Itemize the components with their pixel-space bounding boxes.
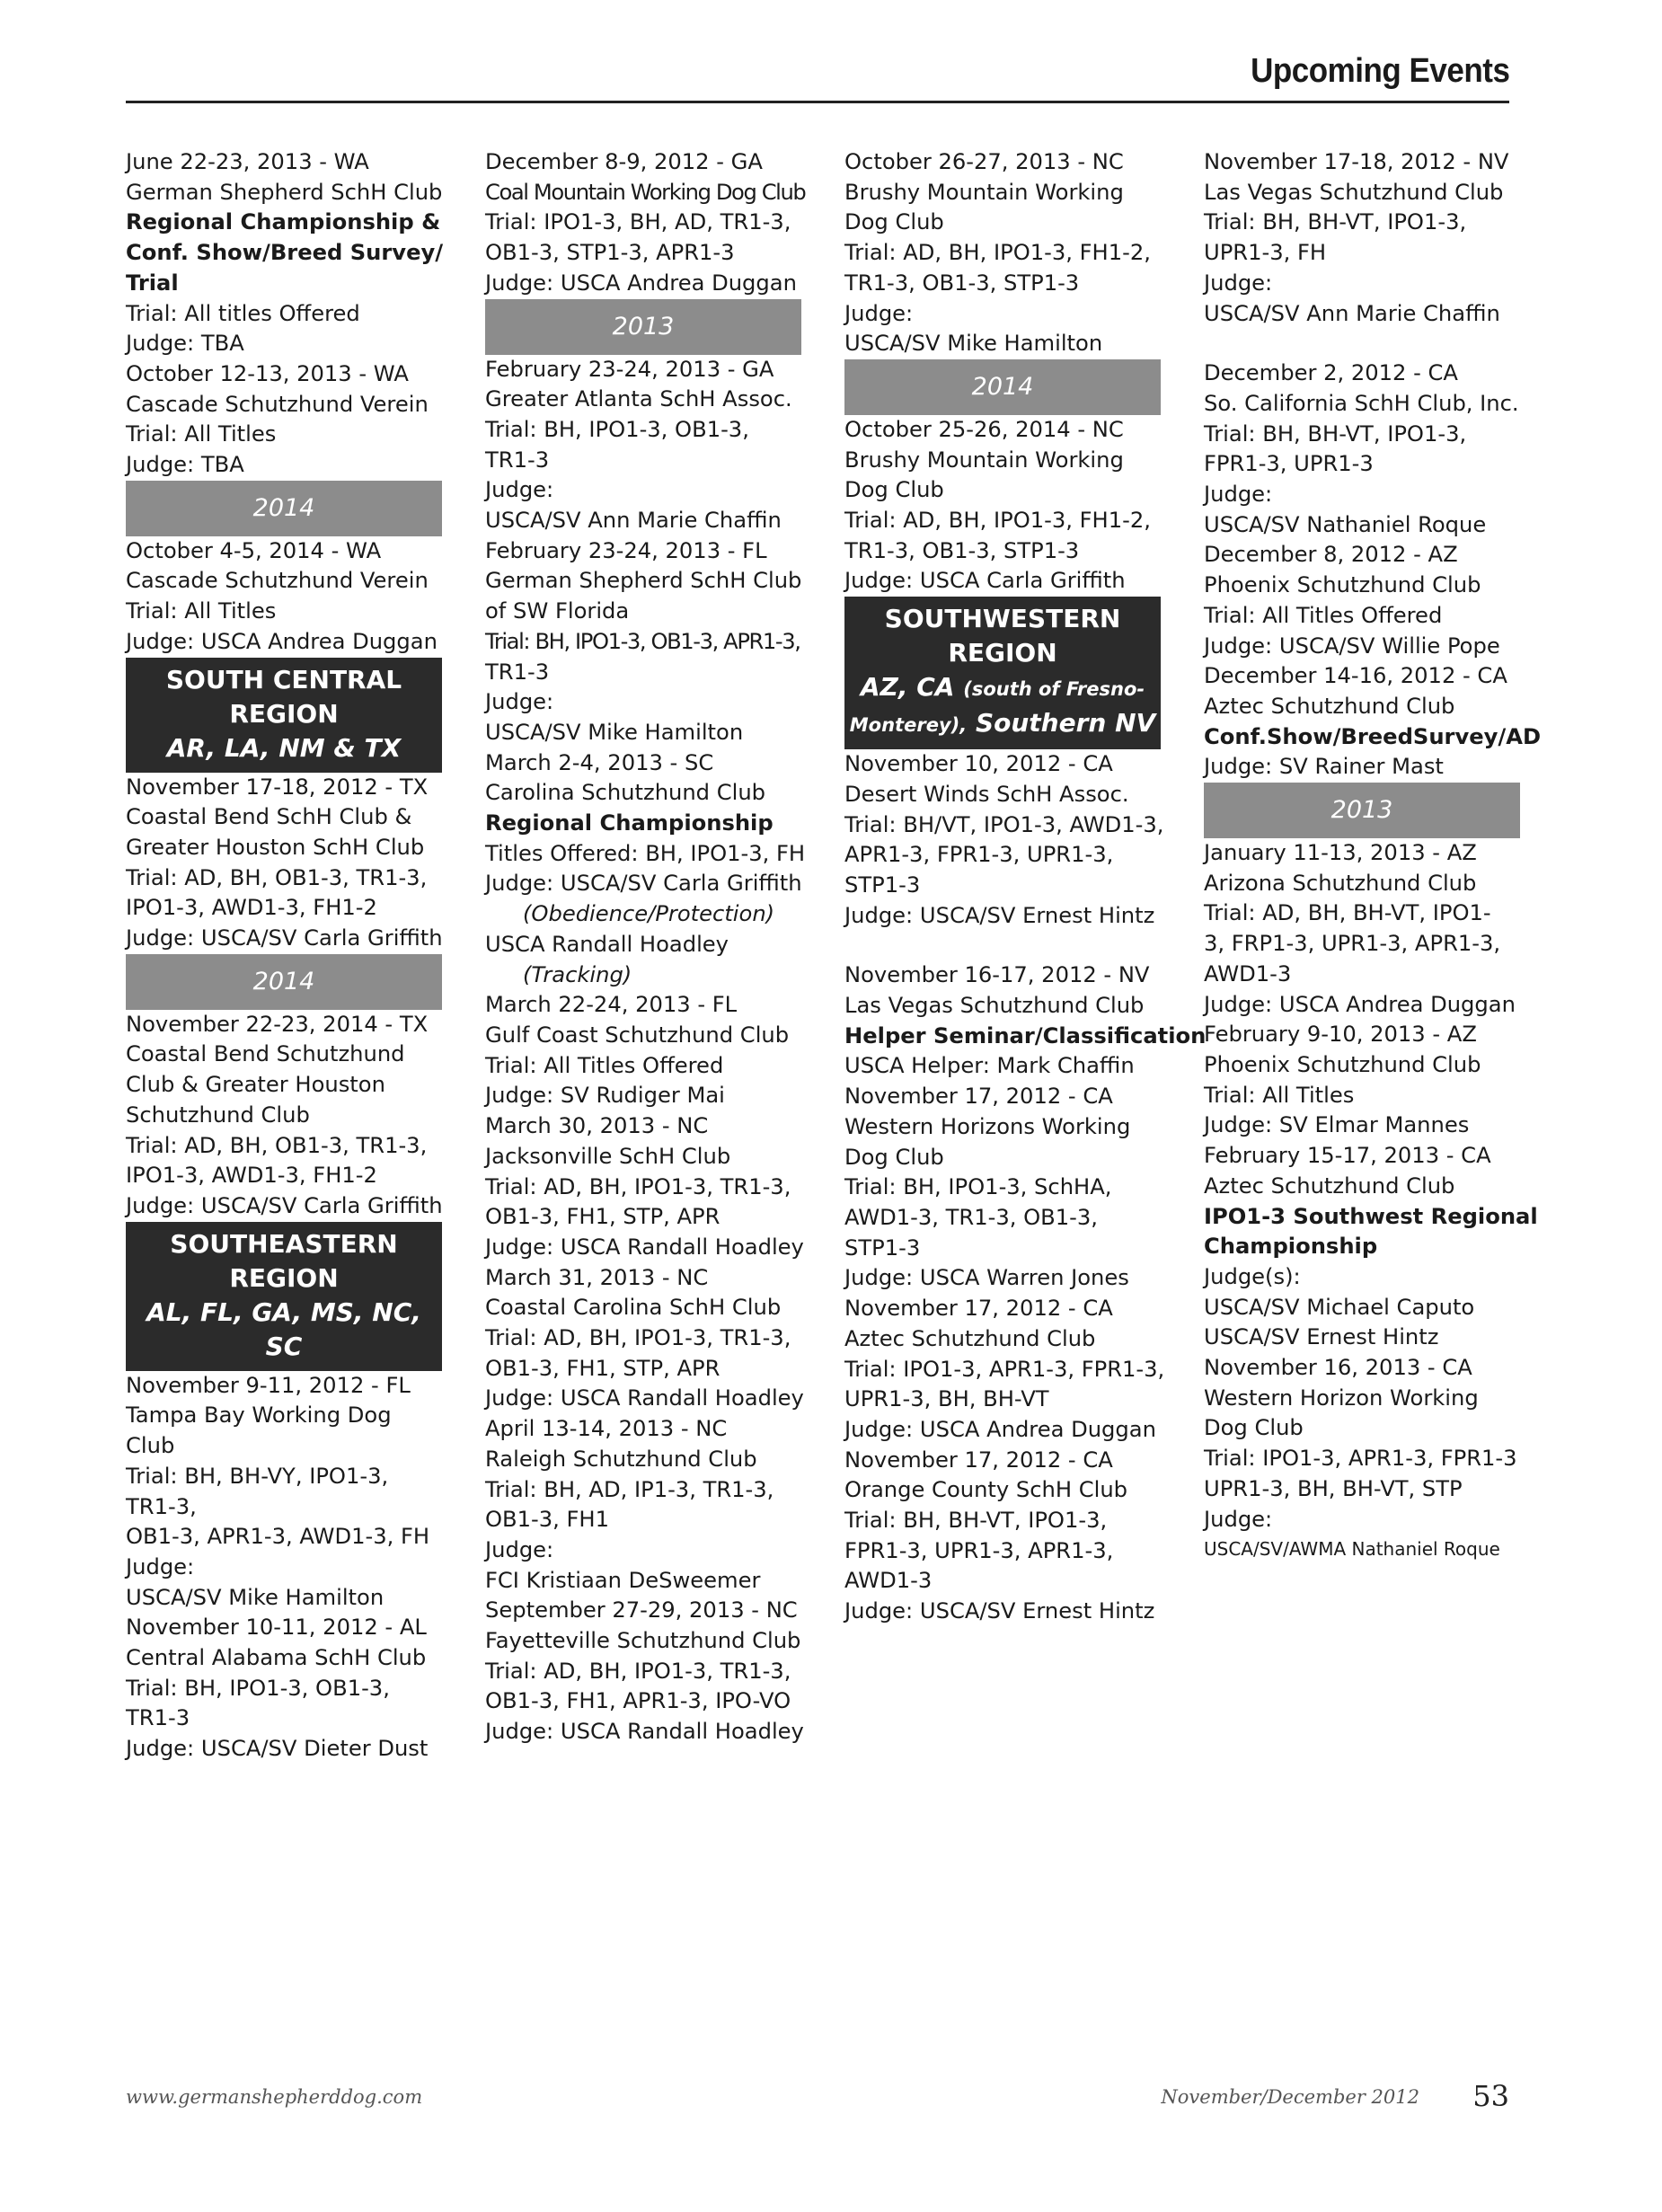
event-line: Titles Offered: BH, IPO1-3, FH	[485, 840, 806, 866]
event-line: (Tracking)	[523, 961, 632, 987]
event-line: USCA/SV Ann Marie Chaffin	[485, 508, 782, 534]
event-line: Regional Championship &	[126, 209, 441, 235]
page-title: Upcoming Events	[1250, 52, 1509, 90]
event-line: Greater Houston SchH Club	[126, 834, 425, 860]
region-states	[129, 731, 438, 765]
event-line: Judge: USCA Randall Hoadley	[485, 1234, 804, 1260]
event-line: USCA/SV Mike Hamilton	[126, 1584, 385, 1610]
region-name: SOUTHEASTERN	[170, 1228, 398, 1259]
event-line: Tampa Bay Working Dog	[126, 1402, 392, 1429]
event-line: IPO1-3, AWD1-3, FH1-2	[126, 895, 377, 921]
event-line: Cascade Schutzhund Verein	[126, 568, 429, 594]
event-line: Judge: USCA/SV Carla Griffith	[126, 925, 443, 951]
footer-url: www.germanshepherddog.com	[126, 2086, 423, 2108]
event-line: Carolina Schutzhund Club	[485, 780, 766, 806]
event-line: October 12-13, 2013 - WA	[126, 360, 409, 386]
region-states-note: Monterey),	[849, 714, 968, 737]
event-line: Trial: BH, BH-VY, IPO1-3,	[126, 1463, 389, 1489]
region-name: SOUTHWESTERN	[884, 604, 1121, 634]
event-listing	[1204, 1353, 1520, 1565]
event-line: November 9-11, 2012 - FL	[126, 1372, 411, 1398]
event-line: 3, FRP1-3, UPR1-3, APR1-3,	[1204, 931, 1501, 957]
region-states-main: AR, LA, NM & TX	[166, 732, 402, 763]
event-line: November 17, 2012 - CA	[844, 1447, 1113, 1473]
region-label: REGION	[948, 638, 1057, 668]
event-line: Trial: AD, BH, OB1-3, TR1-3,	[126, 864, 428, 890]
event-line: UPR1-3, FH	[1204, 240, 1327, 266]
event-line: of SW Florida	[485, 598, 630, 624]
event-line: Coastal Bend SchH Club &	[126, 804, 412, 830]
event-line: USCA Helper: Mark Chaffin	[844, 1053, 1135, 1079]
event-line: Judge: USCA Andrea Duggan	[126, 628, 438, 654]
event-line: Judge: USCA Andrea Duggan	[485, 270, 797, 296]
event-line: February 15-17, 2013 - CA	[1204, 1143, 1491, 1169]
event-line: Helper Seminar/Classification	[844, 1022, 1207, 1048]
event-line: Coastal Carolina SchH Club	[485, 1295, 782, 1321]
event-line: TR1-3	[485, 659, 550, 685]
event-line: Trial: AD, BH, IPO1-3, FH1-2,	[844, 508, 1151, 534]
event-line: So. California SchH Club, Inc.	[1204, 390, 1519, 416]
event-line: Desert Winds SchH Assoc.	[844, 781, 1129, 807]
event-listing	[485, 748, 806, 991]
region-label: REGION	[229, 1262, 339, 1293]
event-line: Trial: BH/VT, IPO1-3, AWD1-3,	[844, 811, 1164, 837]
event-line: Trial: BH, IPO1-3, OB1-3, APR1-3,	[485, 628, 800, 654]
event-line: Trial: AD, BH, IPO1-3, TR1-3,	[485, 1658, 791, 1684]
event-line: December 14-16, 2012 - CA	[1204, 663, 1507, 689]
event-line: Regional Championship	[485, 810, 774, 836]
event-line: Cascade Schutzhund Verein	[126, 391, 429, 417]
event-line: Coal Mountain Working Dog Club	[485, 179, 806, 205]
event-line: AWD1-3	[844, 1568, 933, 1594]
page-number: 53	[1472, 2079, 1509, 2113]
event-line: FPR1-3, UPR1-3, APR1-3,	[844, 1537, 1114, 1563]
event-listing	[844, 1082, 1161, 1294]
event-line: January 11-13, 2013 - AZ	[1204, 840, 1477, 866]
event-listing	[844, 1294, 1165, 1446]
event-line: September 27-29, 2013 - NC	[485, 1597, 798, 1624]
event-line: Schutzhund Club	[126, 1102, 310, 1128]
event-line: Brushy Mountain Working	[844, 179, 1124, 205]
event-line: Western Horizon Working	[1204, 1385, 1479, 1411]
event-line: Judge: SV Elmar Mannes	[1204, 1112, 1470, 1138]
event-line: Trial: IPO1-3, APR1-3, FPR1-3,	[844, 1356, 1165, 1382]
event-line: USCA Randall Hoadley	[485, 931, 729, 957]
events-column-3	[844, 147, 1207, 1627]
event-line: Trial: All Titles Offered	[485, 1052, 724, 1078]
spacer	[844, 931, 1161, 960]
event-line: March 22-24, 2013 - FL	[485, 992, 738, 1018]
event-line: March 2-4, 2013 - SC	[485, 749, 714, 775]
event-line: Trial: BH, AD, IP1-3, TR1-3,	[485, 1476, 774, 1502]
event-listing	[126, 147, 442, 359]
event-line: UPR1-3, BH, BH-VT	[844, 1386, 1049, 1412]
event-line: Championship	[1204, 1234, 1378, 1260]
event-listing	[844, 415, 1161, 597]
event-line: IPO1-3 Southwest Regional	[1204, 1203, 1538, 1229]
event-line: OB1-3, FH1, STP, APR	[485, 1204, 720, 1230]
event-line: AWD1-3, TR1-3, OB1-3,	[844, 1204, 1098, 1230]
event-line: November 16-17, 2012 - NV	[844, 962, 1150, 988]
event-line: Club	[126, 1433, 175, 1459]
event-listing	[126, 773, 442, 954]
event-line: February 23-24, 2013 - GA	[485, 356, 774, 382]
region-states-main: Southern NV	[967, 708, 1156, 739]
event-listing	[1204, 661, 1542, 783]
event-line: Trial: BH, BH-VT, IPO1-3,	[844, 1508, 1108, 1534]
event-listing	[485, 1414, 801, 1596]
event-line: November 10-11, 2012 - AL	[126, 1615, 427, 1641]
event-line: Gulf Coast Schutzhund Club	[485, 1022, 790, 1048]
event-line: Club & Greater Houston	[126, 1072, 385, 1098]
event-line: Judge: USCA Warren Jones	[844, 1265, 1129, 1291]
event-line: October 4-5, 2014 - WA	[126, 537, 382, 563]
region-states	[129, 1296, 438, 1364]
event-line: Conf. Show/Breed Survey/	[126, 240, 444, 266]
year-heading: 2014	[844, 359, 1161, 415]
events-column-1	[126, 147, 442, 1765]
event-line: Judge: USCA Randall Hoadley	[485, 1719, 804, 1745]
event-line: Judge: USCA Andrea Duggan	[844, 1416, 1156, 1442]
event-line: October 25-26, 2014 - NC	[844, 416, 1124, 442]
event-line: April 13-14, 2013 - NC	[485, 1416, 728, 1442]
event-line: Trial: BH, BH-VT, IPO1-3,	[1204, 420, 1467, 447]
event-line: OB1-3, FH1, APR1-3, IPO-VO	[485, 1688, 791, 1714]
event-line: Trial: BH, IPO1-3, OB1-3,	[126, 1675, 390, 1701]
event-line: November 17-18, 2012 - TX	[126, 774, 429, 800]
event-line: Judge:	[485, 477, 554, 503]
year-heading: 2014	[126, 481, 442, 536]
region-heading	[126, 658, 442, 773]
year-heading: 2013	[1204, 783, 1520, 838]
event-line: Judge: TBA	[126, 452, 244, 478]
event-line: Aztec Schutzhund Club	[1204, 1172, 1455, 1199]
region-states-cont	[848, 706, 1157, 742]
event-listing	[126, 536, 442, 658]
event-line: Judge: USCA/SV Ernest Hintz	[844, 902, 1155, 928]
event-line: OB1-3, FH1	[485, 1507, 610, 1533]
event-line: Judge: SV Rainer Mast	[1204, 754, 1444, 780]
event-line: AWD1-3	[1204, 960, 1292, 987]
region-states-main: AZ, CA	[860, 672, 955, 703]
event-line: March 31, 2013 - NC	[485, 1264, 709, 1290]
event-line: USCA/SV/AWMA Nathaniel Roque	[1204, 1538, 1500, 1561]
event-listing	[485, 147, 806, 299]
event-listing	[1204, 358, 1520, 540]
event-line: FCI Kristiaan DeSweemer	[485, 1567, 761, 1593]
event-line: Judge: TBA	[126, 331, 244, 357]
event-line: Judge: USCA/SV Carla Griffith	[485, 871, 802, 897]
event-line: Trial	[126, 270, 179, 296]
event-listing	[1204, 1141, 1538, 1353]
event-line: Orange County SchH Club	[844, 1477, 1128, 1503]
event-line: Dog Club	[844, 477, 944, 503]
event-listing	[485, 536, 801, 748]
region-name: SOUTH CENTRAL	[165, 664, 402, 695]
event-line: Conf.Show/BreedSurvey/AD	[1204, 723, 1542, 749]
event-line: Las Vegas Schutzhund Club	[1204, 179, 1504, 205]
event-line: USCA/SV Mike Hamilton	[485, 719, 744, 745]
event-line: Trial: IPO1-3, BH, AD, TR1-3,	[485, 209, 791, 235]
event-line: Trial: All Titles	[126, 598, 277, 624]
event-line: Trial: AD, BH, OB1-3, TR1-3,	[126, 1132, 428, 1158]
event-line: Trial: BH, BH-VT, IPO1-3,	[1204, 209, 1467, 235]
event-line: November 17, 2012 - CA	[844, 1296, 1113, 1322]
event-listing	[485, 1111, 804, 1263]
events-column-4	[1204, 147, 1542, 1565]
year-heading: 2013	[485, 299, 801, 355]
event-line: Judge: USCA/SV Ernest Hintz	[844, 1598, 1155, 1624]
event-listing	[126, 1010, 442, 1222]
event-listing	[1204, 147, 1520, 329]
event-listing	[844, 147, 1161, 359]
event-line: Trial: All Titles	[1204, 1082, 1355, 1108]
event-line: Trial: AD, BH, IPO1-3, TR1-3,	[485, 1173, 791, 1199]
event-line: OB1-3, FH1, STP, APR	[485, 1355, 720, 1381]
event-line: February 9-10, 2013 - AZ	[1204, 1022, 1477, 1048]
event-line: Western Horizons Working	[844, 1113, 1131, 1139]
event-line: STP1-3	[844, 872, 921, 898]
event-line: Trial: All Titles	[126, 421, 277, 447]
event-line: November 16, 2013 - CA	[1204, 1355, 1472, 1381]
event-line: USCA/SV Ernest Hintz	[1204, 1324, 1439, 1350]
event-line: Judge:	[1204, 482, 1273, 508]
event-line: March 30, 2013 - NC	[485, 1113, 709, 1139]
footer-issue-date: November/December 2012	[1161, 2086, 1419, 2108]
event-listing	[844, 749, 1164, 931]
event-line: Judge:	[485, 689, 554, 715]
event-line: Judge:	[126, 1553, 195, 1579]
event-line: Trial: BH, IPO1-3, OB1-3,	[485, 416, 749, 442]
event-line: USCA/SV Nathaniel Roque	[1204, 511, 1487, 537]
event-line: Trial: IPO1-3, APR1-3, FPR1-3	[1204, 1446, 1517, 1472]
event-line: June 22-23, 2013 - WA	[126, 149, 369, 174]
event-line: Aztec Schutzhund Club	[844, 1325, 1096, 1351]
event-line: USCA/SV Michael Caputo	[1204, 1294, 1475, 1320]
event-line: OB1-3, STP1-3, APR1-3	[485, 240, 735, 266]
region-states-note: (south of Fresno-	[963, 678, 1145, 701]
event-line: Central Alabama SchH Club	[126, 1645, 427, 1671]
event-line: Dog Club	[1204, 1415, 1304, 1441]
spacer	[1204, 329, 1520, 358]
event-line: STP1-3	[844, 1234, 921, 1261]
event-line: (Obedience/Protection)	[523, 901, 775, 927]
event-listing	[1204, 838, 1520, 1020]
event-line: February 23-24, 2013 - FL	[485, 537, 767, 563]
event-line: Judge: USCA Randall Hoadley	[485, 1385, 804, 1411]
region-states-main: AL, FL, GA, MS, NC, SC	[146, 1296, 421, 1361]
event-line: TR1-3	[126, 1705, 190, 1731]
event-line: Coastal Bend Schutzhund	[126, 1041, 405, 1067]
event-line: December 2, 2012 - CA	[1204, 360, 1458, 386]
event-listing	[485, 355, 801, 536]
event-line: December 8-9, 2012 - GA	[485, 149, 763, 174]
event-listing	[844, 1446, 1161, 1627]
event-line: November 17, 2012 - CA	[844, 1084, 1113, 1110]
event-line: TR1-3, OB1-3, STP1-3	[844, 270, 1080, 296]
header-rule	[126, 101, 1509, 103]
event-listing	[1204, 540, 1520, 661]
event-line: November 17-18, 2012 - NV	[1204, 149, 1509, 174]
event-line: Judge:	[485, 1536, 554, 1562]
event-line: Trial: All Titles Offered	[1204, 602, 1443, 628]
region-heading	[844, 597, 1161, 749]
event-line: Phoenix Schutzhund Club	[1204, 572, 1481, 598]
event-line: IPO1-3, AWD1-3, FH1-2	[126, 1163, 377, 1189]
event-line: Judge: USCA/SV Dieter Dust	[126, 1736, 429, 1762]
event-line: Phoenix Schutzhund Club	[1204, 1051, 1481, 1077]
event-line: Greater Atlanta SchH Assoc.	[485, 386, 792, 412]
event-line: Judge:	[844, 300, 914, 326]
event-line: Judge:	[1204, 1506, 1273, 1532]
event-line: Judge: USCA Andrea Duggan	[1204, 991, 1516, 1017]
events-column-2	[485, 147, 806, 1747]
year-heading: 2014	[126, 954, 442, 1010]
event-line: Judge: SV Rudiger Mai	[485, 1083, 725, 1109]
event-line: Aztec Schutzhund Club	[1204, 693, 1455, 719]
event-listing	[126, 359, 442, 481]
event-line: December 8, 2012 - AZ	[1204, 542, 1458, 568]
event-line: German Shepherd SchH Club	[485, 568, 802, 594]
event-line: Judge: USCA/SV Willie Pope	[1204, 633, 1500, 659]
event-listing	[844, 960, 1207, 1082]
event-listing	[485, 1596, 804, 1747]
event-line: Dog Club	[844, 1144, 944, 1170]
event-line: Dog Club	[844, 209, 944, 235]
event-line: Judge: USCA/SV Carla Griffith	[126, 1192, 443, 1218]
event-line: FPR1-3, UPR1-3	[1204, 451, 1374, 477]
event-line: Trial: All titles Offered	[126, 300, 360, 326]
event-line: USCA/SV Mike Hamilton	[844, 331, 1103, 357]
event-line: TR1-3,	[126, 1493, 197, 1519]
event-listing	[485, 1263, 804, 1415]
event-line: APR1-3, FPR1-3, UPR1-3,	[844, 842, 1114, 868]
event-listing	[126, 1371, 442, 1614]
event-listing	[485, 990, 801, 1111]
region-heading	[126, 1222, 442, 1371]
event-line: Las Vegas Schutzhund Club	[844, 993, 1145, 1019]
event-line: Fayetteville Schutzhund Club	[485, 1628, 801, 1654]
event-line: UPR1-3, BH, BH-VT, STP	[1204, 1475, 1463, 1501]
event-line: TR1-3	[485, 447, 550, 473]
event-line: Trial: AD, BH, BH-VT, IPO1-	[1204, 900, 1491, 926]
event-line: November 10, 2012 - CA	[844, 751, 1113, 777]
event-line: Arizona Schutzhund Club	[1204, 870, 1477, 896]
event-line: Trial: BH, IPO1-3, SchHA,	[844, 1174, 1112, 1200]
event-listing	[126, 1613, 442, 1765]
event-line: German Shepherd SchH Club	[126, 179, 443, 205]
event-listing	[1204, 1020, 1520, 1141]
event-line: Judge:	[1204, 270, 1273, 296]
event-line: Judge(s):	[1204, 1263, 1301, 1289]
event-line: Trial: AD, BH, IPO1-3, TR1-3,	[485, 1325, 791, 1351]
event-line: USCA/SV Ann Marie Chaffin	[1204, 300, 1500, 326]
region-states	[848, 670, 1157, 706]
event-line: Jacksonville SchH Club	[485, 1143, 731, 1169]
event-line: Judge: USCA Carla Griffith	[844, 568, 1126, 594]
event-line: October 26-27, 2013 - NC	[844, 149, 1124, 174]
event-line: Raleigh Schutzhund Club	[485, 1446, 757, 1472]
event-line: OB1-3, APR1-3, AWD1-3, FH	[126, 1524, 430, 1550]
event-line: Brushy Mountain Working	[844, 447, 1124, 473]
region-label: REGION	[229, 698, 339, 729]
event-line: TR1-3, OB1-3, STP1-3	[844, 537, 1080, 563]
event-line: November 22-23, 2014 - TX	[126, 1011, 429, 1037]
event-line: Trial: AD, BH, IPO1-3, FH1-2,	[844, 240, 1151, 266]
